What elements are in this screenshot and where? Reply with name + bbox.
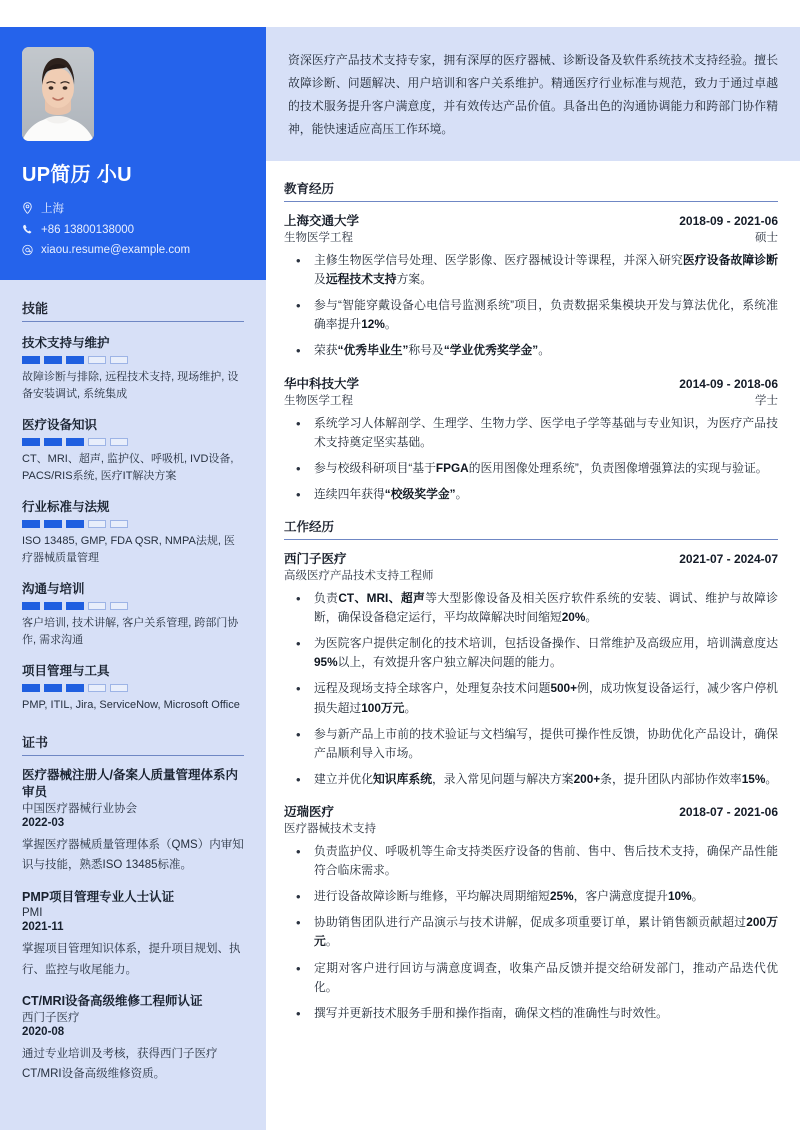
profile-header bbox=[0, 27, 266, 280]
skill-level-bar bbox=[110, 602, 128, 610]
certificate-description: 掌握项目管理知识体系，提升项目规划、执行、监控与收尾能力。 bbox=[22, 943, 241, 976]
entry-bullet: • 协助销售团队进行产品演示与技术讲解，促成多项重要订单，累计销售额贡献超过200万元。 bbox=[284, 913, 778, 951]
certificates-section bbox=[22, 732, 244, 1084]
contact-location-value: 上海 bbox=[41, 203, 64, 215]
entry-bullet: • 进行设备故障诊断与维修，平均解决周期缩短25%，客户满意度提升10%。 bbox=[284, 887, 778, 906]
certificate-description: 掌握医疗器械质量管理体系（QMS）内审知识与技能，熟悉ISO 13485标准。 bbox=[22, 839, 244, 872]
entry-subheader-row bbox=[284, 567, 778, 583]
skill-level-bar bbox=[110, 356, 128, 364]
entry-role: 医疗器械技术支持 bbox=[284, 822, 376, 835]
skill-level-bar bbox=[110, 438, 128, 446]
experience-entry bbox=[284, 211, 778, 361]
skill-level-bar bbox=[88, 602, 106, 610]
certificate-item bbox=[22, 993, 244, 1084]
entry-bullet-list bbox=[284, 414, 778, 504]
contact-phone bbox=[22, 224, 244, 236]
certificate-date: 2020-08 bbox=[22, 1025, 65, 1038]
entry-date-range: 2021-07 - 2024-07 bbox=[679, 551, 778, 566]
skills-title: 技能 bbox=[22, 298, 244, 322]
main-column bbox=[266, 27, 800, 1036]
entry-role: 生物医学工程 bbox=[284, 232, 353, 244]
skill-level-meter bbox=[22, 684, 244, 692]
skill-level-bar bbox=[44, 684, 62, 692]
skill-item bbox=[22, 497, 244, 567]
entry-bullet: • 参与“智能穿戴设备心电信号监测系统”项目，负责数据采集模块开发与算法优化，系统准确率提升12%。 bbox=[284, 296, 778, 334]
entry-date-range: 2018-09 - 2021-06 bbox=[679, 214, 778, 228]
certificate-item bbox=[22, 889, 244, 980]
entry-bullet: • 负责CT、MRI、超声等大型影像设备及相关医疗软件系统的安装、调试、维护与故障诊断，确保设备稳定运行，平均故障解决时间缩短20%。 bbox=[284, 589, 778, 627]
certificate-org: PMI bbox=[22, 907, 43, 920]
skills-section bbox=[22, 298, 244, 714]
skill-level-bar bbox=[88, 438, 106, 446]
certificate-description: 通过专业培训及考核，获得西门子医疗CT/MRI设备高级维修资质。 bbox=[22, 1047, 218, 1080]
certificate-name: 医疗器械注册人/备案人质量管理体系内审员 bbox=[22, 768, 238, 800]
skill-description: ISO 13485, GMP, FDA QSR, NMPA法规, 医疗器械质量管理 bbox=[22, 535, 235, 565]
entry-bullet: • 系统学习人体解剖学、生理学、生物力学、医学电子学等基础与专业知识，为医疗产品技术支持奠定坚实基础。 bbox=[284, 414, 778, 452]
experience-entry bbox=[284, 802, 778, 1023]
skill-level-bar bbox=[66, 602, 84, 610]
skill-level-meter bbox=[22, 356, 244, 364]
entry-bullet: • 负责监护仪、呼吸机等生命支持类医疗设备的售前、售中、售后技术支持，确保产品性能符合临床需求。 bbox=[284, 842, 778, 880]
entry-header-row bbox=[284, 802, 778, 820]
entry-bullet: • 定期对客户进行回访与满意度调查，收集产品反馈并提交给研发部门，推动产品迭代优化。 bbox=[284, 959, 778, 997]
contact-list bbox=[22, 200, 244, 256]
skill-description: PMP, ITIL, Jira, ServiceNow, Microsoft Office bbox=[22, 699, 240, 712]
certificate-org: 西门子医疗 bbox=[22, 1011, 80, 1024]
skill-name: 医疗设备知识 bbox=[22, 418, 98, 433]
entry-bullet: • 撰写并更新技术服务手册和操作指南，确保文档的准确性与时效性。 bbox=[284, 1004, 778, 1023]
education-title: 教育经历 bbox=[284, 179, 778, 202]
experience-entry bbox=[284, 549, 778, 789]
entry-organization: 迈瑞医疗 bbox=[284, 804, 335, 819]
certificate-org: 中国医疗器械行业协会 bbox=[22, 803, 137, 816]
skill-name: 技术支持与维护 bbox=[22, 336, 110, 350]
skill-level-bar bbox=[44, 520, 62, 528]
skill-level-bar bbox=[44, 356, 62, 364]
skill-level-bar bbox=[22, 356, 40, 364]
entry-bullet: • 参与校级科研项目“基于FPGA的医用图像处理系统”，负责图像增强算法的实现与验证。 bbox=[284, 459, 778, 478]
summary-text: 资深医疗产品技术支持专家，拥有深厚的医疗器械、诊断设备及软件系统技术支持经验。擅长故障诊断、问题解决、用户培训和客户关系维护。精通医疗行业标准与规范，致力于通过卓越的技术服务提升客户满意度，并有效传达产品价值。具备出色的沟通协调能力和跨部门协作精神，能快速适应高压工作环境。 bbox=[266, 27, 800, 161]
certificate-date: 2021-11 bbox=[22, 921, 64, 934]
skill-level-bar bbox=[110, 520, 128, 528]
email-icon bbox=[22, 244, 37, 256]
skill-description: 故障诊断与排除, 远程技术支持, 现场维护, 设备安装调试, 系统集成 bbox=[22, 371, 239, 401]
entry-organization: 华中科技大学 bbox=[284, 376, 360, 391]
contact-email-value: xiaou.resume@example.com bbox=[41, 244, 191, 256]
certificate-date: 2022-03 bbox=[22, 817, 65, 830]
skill-level-bar bbox=[22, 602, 40, 610]
sidebar-body bbox=[0, 280, 266, 1084]
skill-level-bar bbox=[22, 438, 40, 446]
entry-date-range: 2018-07 - 2021-06 bbox=[679, 804, 778, 819]
contact-phone-value: +86 13800138000 bbox=[41, 224, 135, 236]
skill-level-bar bbox=[66, 356, 84, 364]
entry-degree: 硕士 bbox=[755, 232, 778, 244]
skill-level-bar bbox=[22, 684, 40, 692]
contact-location bbox=[22, 200, 244, 216]
skill-level-bar bbox=[88, 520, 106, 528]
entry-role: 生物医学工程 bbox=[284, 394, 353, 407]
experience-entry bbox=[284, 374, 778, 504]
skill-level-meter bbox=[22, 520, 244, 528]
entry-header-row bbox=[284, 549, 778, 567]
skill-description: CT、MRI、超声, 监护仪、呼吸机, IVD设备, PACS/RIS系统, 医疗IT解决方案 bbox=[22, 453, 234, 483]
avatar bbox=[22, 47, 94, 141]
skill-level-bar bbox=[88, 356, 106, 364]
skill-level-bar bbox=[66, 438, 84, 446]
entry-role: 高级医疗产品技术支持工程师 bbox=[284, 569, 434, 582]
work-title: 工作经历 bbox=[284, 517, 778, 540]
entry-bullet: • 建立并优化知识库系统，录入常见问题与解决方案200+条，提升团队内部协作效率15%。 bbox=[284, 770, 778, 789]
certificate-name: PMP项目管理专业人士认证 bbox=[22, 889, 175, 904]
entry-bullet: • 连续四年获得“校级奖学金”。 bbox=[284, 485, 778, 504]
skill-level-bar bbox=[44, 602, 62, 610]
entry-bullet-list bbox=[284, 842, 778, 1023]
entry-bullet: • 荣获“优秀毕业生”称号及“学业优秀奖学金”。 bbox=[284, 341, 778, 360]
education-section bbox=[284, 179, 778, 504]
contact-email bbox=[22, 244, 244, 256]
entry-bullet: • 参与新产品上市前的技术验证与文档编写，提供可操作性反馈，协助优化产品设计，确保产品顺利导入市场。 bbox=[284, 725, 778, 763]
skill-level-meter bbox=[22, 438, 244, 446]
skill-level-bar bbox=[66, 520, 84, 528]
skill-level-meter bbox=[22, 602, 244, 610]
skill-item bbox=[22, 415, 244, 485]
skill-name: 行业标准与法规 bbox=[22, 500, 110, 515]
entry-bullet: • 为医院客户提供定制化的技术培训，包括设备操作、日常维护及高级应用，培训满意度达95%以上，有效提升客户独立解决问题的能力。 bbox=[284, 634, 778, 672]
skill-name: 项目管理与工具 bbox=[22, 664, 110, 679]
skill-name: 沟通与培训 bbox=[22, 582, 85, 597]
phone-icon bbox=[22, 224, 37, 236]
skill-item bbox=[22, 333, 244, 403]
certificates-title: 证书 bbox=[22, 732, 244, 756]
entry-bullet-list bbox=[284, 251, 778, 361]
skill-level-bar bbox=[44, 438, 62, 446]
skill-level-bar bbox=[110, 684, 128, 692]
skill-item bbox=[22, 579, 244, 649]
entry-header-row bbox=[284, 374, 778, 392]
entry-degree: 学士 bbox=[755, 394, 778, 407]
entry-bullet: • 主修生物医学信号处理、医学影像、医疗器械设计等课程，并深入研究医疗设备故障诊断及远程技术支持方案。 bbox=[284, 251, 778, 289]
main-body bbox=[266, 161, 800, 1023]
entry-date-range: 2014-09 - 2018-06 bbox=[679, 376, 778, 391]
certificate-item bbox=[22, 767, 244, 875]
skill-level-bar bbox=[88, 684, 106, 692]
entry-subheader-row bbox=[284, 392, 778, 408]
entry-organization: 西门子医疗 bbox=[284, 551, 347, 566]
work-section bbox=[284, 517, 778, 1023]
sidebar bbox=[0, 27, 266, 1130]
profile-name: UP简历 小U bbox=[22, 164, 132, 186]
certificate-name: CT/MRI设备高级维修工程师认证 bbox=[22, 993, 203, 1008]
entry-subheader-row bbox=[284, 820, 778, 836]
skill-level-bar bbox=[22, 520, 40, 528]
skill-level-bar bbox=[66, 684, 84, 692]
entry-header-row bbox=[284, 211, 778, 229]
skill-description: 客户培训, 技术讲解, 客户关系管理, 跨部门协作, 需求沟通 bbox=[22, 617, 239, 647]
entry-bullet-list bbox=[284, 589, 778, 789]
location-pin-icon bbox=[22, 202, 37, 214]
entry-organization: 上海交通大学 bbox=[284, 214, 360, 228]
skill-item bbox=[22, 661, 244, 714]
entry-subheader-row bbox=[284, 229, 778, 245]
entry-bullet: • 远程及现场支持全球客户，处理复杂技术问题500+例，成功恢复设备运行，减少客户停机损失超过100万元。 bbox=[284, 679, 778, 717]
